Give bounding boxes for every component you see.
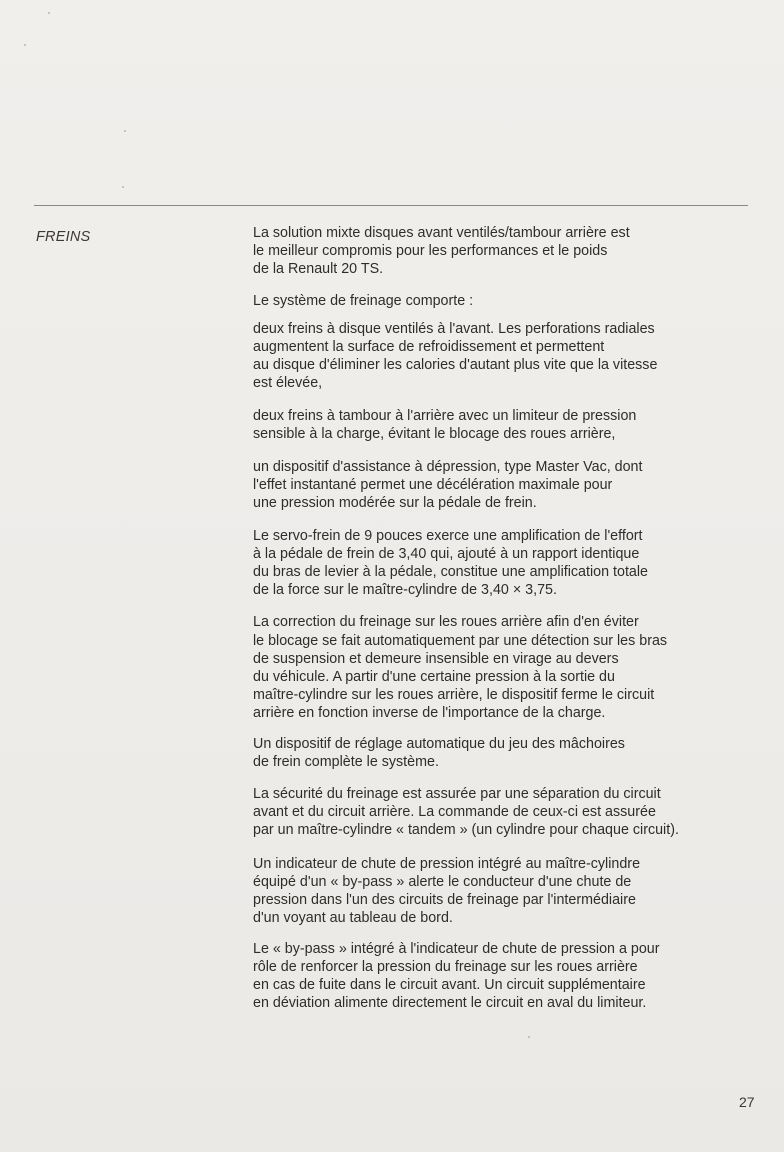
paragraph: deux freins à tambour à l'arrière avec un limiteur de pression sensible à la charge, évitant le blocage des roues arrière, xyxy=(253,407,637,442)
paragraph: Le « by-pass » intégré à l'indicateur de chute de pression a pour rôle de renforcer la pression du freinage sur les roues arrière en cas de fuite dans le circuit avant. Un circuit supplémentaire en déviation alimente directement le circuit en aval du limiteur. xyxy=(253,940,660,1012)
paragraph: un dispositif d'assistance à dépression, type Master Vac, dont l'effet instantané permet une décélération maximale pour une pression modérée sur la pédale de frein. xyxy=(253,459,643,512)
body-text xyxy=(253,224,753,1012)
section-divider xyxy=(34,205,748,206)
paragraph: Un indicateur de chute de pression intégré au maître-cylindre équipé d'un « by-pass » alerte le conducteur d'une chute de pression dans l'un des circuits de freinage par l'intermédiaire d'un voyant au tableau de bord. xyxy=(253,855,641,927)
paragraph: deux freins à disque ventilés à l'avant. Les perforations radiales augmentent la surface de refroidissement et permettent au disque d'éliminer les calories d'autant plus vite que la vitesse est élevée, xyxy=(253,320,658,392)
paragraph: Le système de freinage comporte : xyxy=(253,292,474,309)
paper-speck xyxy=(528,1036,530,1038)
paragraph: La sécurité du freinage est assurée par une séparation du circuit avant et du circuit arrière. La commande de ceux-ci est assurée par un maître-cylindre « tandem » (un cylindre pour chaque circuit). xyxy=(253,786,679,839)
page-number: 27 xyxy=(739,1094,755,1110)
paper-speck xyxy=(124,130,126,132)
paragraph: Le servo-frein de 9 pouces exerce une amplification de l'effort à la pédale de frein de 3,40 qui, ajouté à un rapport identique du bras de levier à la pédale, constitue une amplification totale de la force sur le maître-cylindre de 3,40 × 3,75. xyxy=(253,527,649,599)
paper-speck xyxy=(122,186,124,188)
paragraph: Un dispositif de réglage automatique du jeu des mâchoires de frein complète le système. xyxy=(253,735,625,770)
paragraph: La correction du freinage sur les roues arrière afin d'en éviter le blocage se fait automatiquement par une détection sur les bras de suspension et demeure insensible en virage au devers du véhicule. A partir d'une certaine pression à la sortie du maître-cylindre sur les roues arrière, le dispositif ferme le circuit arrière en fonction inverse de l'importance de la charge. xyxy=(253,614,668,722)
paper-speck xyxy=(48,12,50,14)
section-label: FREINS xyxy=(36,229,91,245)
paragraph: La solution mixte disques avant ventilés/tambour arrière est le meilleur compromis pour les performances et le poids de la Renault 20 TS. xyxy=(253,225,630,278)
paper-speck xyxy=(24,44,26,46)
